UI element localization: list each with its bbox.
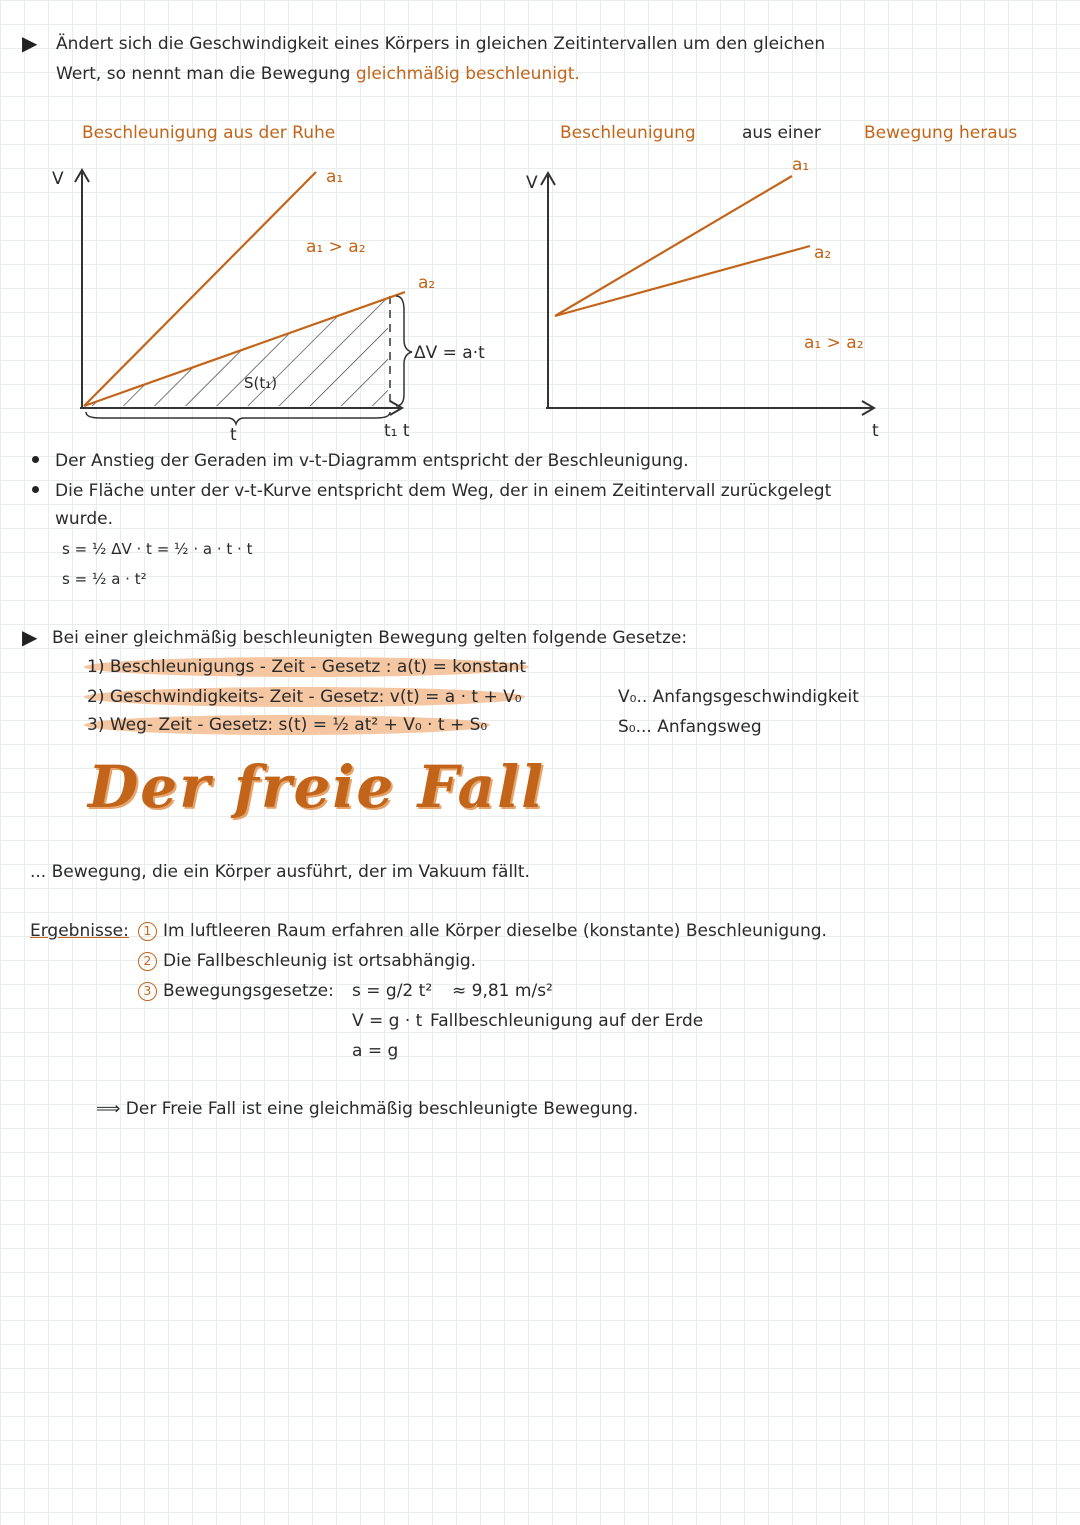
left-a1-label: a₁ [326,167,344,187]
intro-line-2-text: Wert, so nennt man die Bewegung [56,64,351,84]
right-compare-label: a₁ > a₂ [804,333,864,353]
right-diagram-title-a: Beschleunigung [560,123,696,143]
results-label: Ergebnisse: [30,921,129,941]
bullet-area: Die Fläche unter der v-t-Kurve entspricht dem Weg, der in einem Zeitintervall zurückgelegt [55,481,832,501]
bullet-triangle: ▶ [22,625,38,649]
result-3-text: Bewegungsgesetze: [163,981,334,1001]
left-s-label: S(t₁) [244,374,278,392]
law-distance [84,714,490,736]
right-a1-label: a₁ [792,155,810,175]
bullet-triangle: ▶ [22,31,38,55]
right-t-label: t [872,421,879,441]
free-fall-title: Der freie Fall [88,753,546,821]
left-dv-label: ΔV = a·t [414,343,485,363]
fall-g-value: ≈ 9,81 m/s² [452,981,553,1001]
left-compare-label: a₁ > a₂ [306,237,366,257]
formula-area-1: s = ½ ΔV · t = ½ · a · t · t [62,540,253,558]
left-diagram-title: Beschleunigung aus der Ruhe [82,123,336,143]
left-v-label: V [52,169,64,189]
number-3-icon: 3 [138,982,157,1001]
law-1-text: 1) Beschleunigungs - Zeit - Gesetz : a(t) = konstant [84,657,529,677]
intro-line-1: Ändert sich die Geschwindigkeit eines Körpers in gleichen Zeitintervallen um den gleichen [56,34,826,54]
left-t-label: t [230,425,237,445]
law-velocity [84,686,525,708]
left-a2-label: a₂ [418,273,436,293]
intro-highlight: gleichmäßig beschleunigt. [355,64,580,84]
s0-definition: S₀... Anfangsweg [618,717,762,737]
bullet-slope: Der Anstieg der Geraden im v-t-Diagramm entspricht der Beschleunigung. [55,451,689,471]
right-diagram-title-b: aus einer [742,123,821,143]
fall-eq-velocity: V = g · t [352,1011,423,1031]
result-1-text: Im luftleeren Raum erfahren alle Körper dieselbe (konstante) Beschleunigung. [163,921,827,941]
delta-v-brace [396,296,412,406]
number-1-icon: 1 [138,922,157,941]
right-v-label: V [526,173,538,193]
fall-g-note: Fallbeschleunigung auf der Erde [430,1011,704,1031]
laws-intro: Bei einer gleichmäßig beschleunigten Bewegung gelten folgende Gesetze: [52,628,688,648]
fall-eq-distance: s = g/2 t² [352,981,433,1001]
time-brace [86,412,390,424]
number-2-icon: 2 [138,952,157,971]
result-2 [138,950,476,972]
law-acceleration [84,656,529,678]
free-fall-definition: ... Bewegung, die ein Körper ausführt, der im Vakuum fällt. [30,862,530,882]
right-diagram-title-c: Bewegung heraus [864,123,1018,143]
result-1 [138,920,827,942]
bullet-dot [32,456,39,463]
law-3-text: 3) Weg- Zeit - Gesetz: s(t) = ½ at² + V₀ · t + S₀ [84,715,490,735]
law-2-text: 2) Geschwindigkeits- Zeit - Gesetz: v(t) = a · t + V₀ [84,687,525,707]
right-a2-label: a₂ [814,243,832,263]
result-3 [138,980,334,1002]
bullet-dot [32,486,39,493]
v0-definition: V₀.. Anfangsgeschwindigkeit [618,687,859,707]
free-fall-conclusion: ⟹ Der Freie Fall ist eine gleichmäßig beschleunigte Bewegung. [96,1099,639,1119]
right-line-a1 [555,176,792,316]
bullet-area-cont: wurde. [55,509,114,529]
fall-eq-acceleration: a = g [352,1041,399,1061]
formula-area-2: s = ½ a · t² [62,570,147,588]
left-t1-label: t₁ t [384,421,410,441]
right-line-a2 [555,246,810,316]
result-2-text: Die Fallbeschleunig ist ortsabhängig. [163,951,477,971]
